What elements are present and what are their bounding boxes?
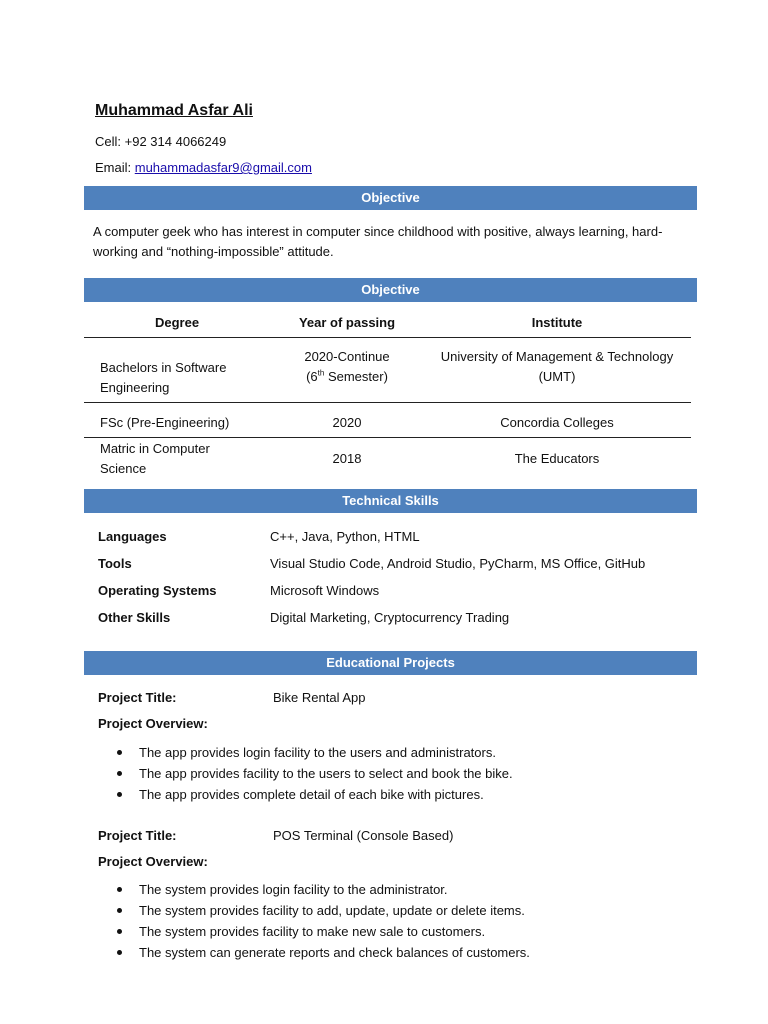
row-year-line1: 2020-Continue — [304, 349, 390, 364]
skill-value: Digital Marketing, Cryptocurrency Trading — [270, 610, 510, 625]
list-item: The app provides facility to the users to select and book the bike. — [100, 763, 513, 784]
table-divider — [84, 402, 691, 403]
col-header-year: Year of passing — [298, 315, 396, 330]
cell-value: +92 314 4066249 — [124, 134, 227, 149]
email-link[interactable]: muhammadasfar9@gmail.com — [134, 160, 312, 175]
email-line — [95, 160, 312, 175]
col-header-institute: Institute — [531, 315, 583, 330]
email-label: Email: — [95, 160, 132, 175]
project-title: POS Terminal (Console Based) — [273, 828, 454, 843]
col-header-degree: Degree — [155, 315, 200, 330]
project-bullets — [100, 742, 513, 805]
skill-value: Visual Studio Code, Android Studio, PyCharm, MS Office, GitHub — [270, 556, 646, 571]
row-institute: Concordia Colleges — [500, 415, 614, 430]
projects-heading: Educational Projects — [84, 651, 697, 675]
skill-label: Tools — [98, 556, 132, 571]
row-institute: The Educators — [514, 451, 600, 466]
row-degree: Matric in Computer Science — [100, 441, 210, 476]
cell-line — [95, 134, 226, 149]
list-item: The system can generate reports and check balances of customers. — [100, 942, 530, 963]
row-degree: FSc (Pre-Engineering) — [100, 415, 230, 430]
list-item: The app provides complete detail of each bike with pictures. — [100, 784, 513, 805]
list-item: The system provides facility to add, update, update or delete items. — [100, 900, 530, 921]
project-bullets — [100, 879, 530, 963]
skill-value: Microsoft Windows — [270, 583, 380, 598]
skill-label: Operating Systems — [98, 583, 217, 598]
objective-text: A computer geek who has interest in computer since childhood with positive, always learning, hard-working and “nothing-impossible” attitude. — [93, 224, 663, 259]
table-divider — [84, 337, 691, 338]
row-year: 2018 — [332, 451, 362, 466]
list-item: The system provides login facility to the administrator. — [100, 879, 530, 900]
project-title: Bike Rental App — [273, 690, 366, 705]
objective-heading: Objective — [84, 186, 697, 210]
list-item: The app provides login facility to the users and administrators. — [100, 742, 513, 763]
row-institute: University of Management & Technology (UMT) — [440, 349, 674, 384]
list-item: The system provides facility to make new sale to customers. — [100, 921, 530, 942]
education-heading: Objective — [84, 278, 697, 302]
project-overview-label: Project Overview: — [98, 716, 208, 731]
skills-heading: Technical Skills — [84, 489, 697, 513]
cell-label: Cell: — [95, 134, 122, 149]
project-title-label: Project Title: — [98, 828, 177, 843]
table-divider — [84, 437, 691, 438]
row-year — [267, 347, 427, 387]
skill-value: C++, Java, Python, HTML — [270, 529, 420, 544]
skill-label: Other Skills — [98, 610, 171, 625]
row-year: 2020 — [332, 415, 362, 430]
project-overview-label: Project Overview: — [98, 854, 208, 869]
row-degree: Bachelors in Software Engineering — [100, 360, 227, 395]
project-title-label: Project Title: — [98, 690, 177, 705]
skill-label: Languages — [98, 529, 167, 544]
candidate-name: Muhammad Asfar Ali — [95, 102, 253, 119]
row-year-line2: (6th Semester) — [306, 368, 388, 384]
